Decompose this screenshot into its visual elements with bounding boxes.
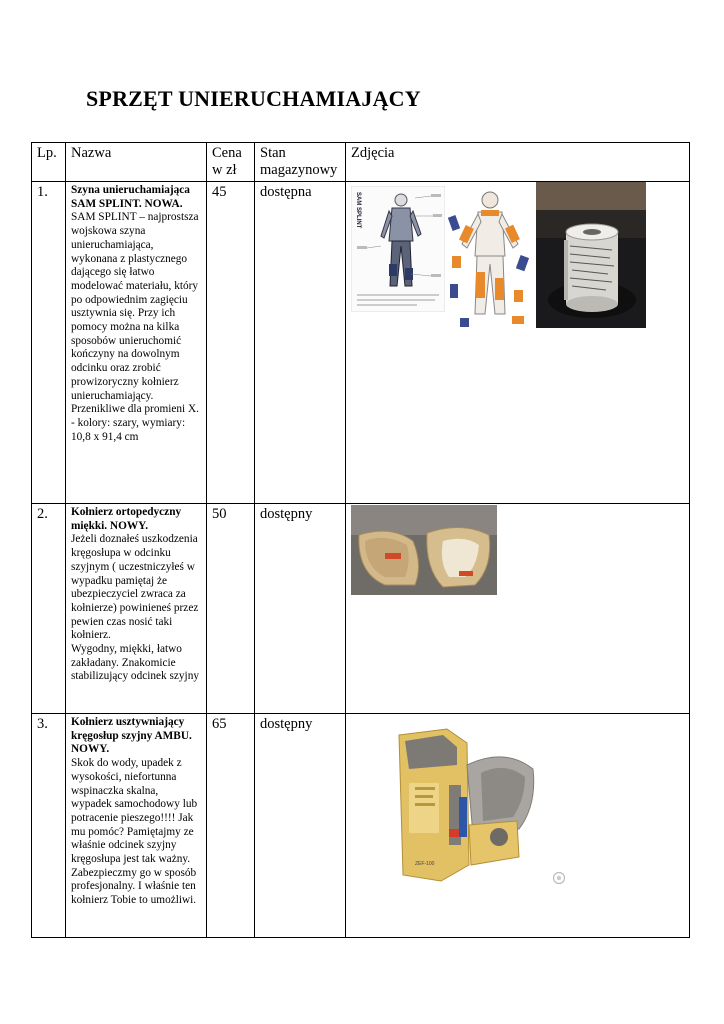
header-name: Nazwa bbox=[66, 143, 207, 182]
row-number: 2. bbox=[32, 504, 66, 714]
item-photos bbox=[346, 714, 690, 938]
header-price: Cena w zł bbox=[207, 143, 255, 182]
row-number: 1. bbox=[32, 182, 66, 504]
item-price: 45 bbox=[207, 182, 255, 504]
sam-splint-figure-photo bbox=[448, 186, 532, 330]
table-header-row bbox=[32, 143, 690, 182]
header-lp: Lp. bbox=[32, 143, 66, 182]
watermark-icon bbox=[552, 870, 566, 886]
header-photos: Zdjęcia bbox=[346, 143, 690, 182]
item-description bbox=[66, 504, 207, 714]
item-price: 65 bbox=[207, 714, 255, 938]
ambu-collar-photo bbox=[387, 725, 541, 890]
equipment-table bbox=[31, 142, 690, 938]
row-number: 3. bbox=[32, 714, 66, 938]
item-photos bbox=[346, 182, 690, 504]
item-stock: dostępna bbox=[255, 182, 346, 504]
table-row bbox=[32, 182, 690, 504]
table-row bbox=[32, 504, 690, 714]
item-price: 50 bbox=[207, 504, 255, 714]
item-details: Skok do wody, upadek z wysokości, niefortunna wspinaczka skalna, wypadek samochodowy lub potracenie pieszego!!!! Jak mu pomóc? Pamiętajmy ze właśnie odcinek szyjny kręgosłupa jest tak ważny. Zabezpieczmy go w sposób profesjonalny. I właśnie ten kołnierz Tobie to umożliwi. bbox=[71, 757, 198, 907]
item-stock: dostępny bbox=[255, 714, 346, 938]
item-details: Jeżeli doznałeś uszkodzenia kręgosłupa w odcinku szyjnym ( uczestniczyłeś w wypadku pamiętaj że ubezpieczyciel zwraca za kołnierze) powinieneś przez pewien czas nosić taki kołnierz. Wygodny, miękki, łatwo zakładany. Znakomicie stabilizujący odcinek szyjny bbox=[71, 533, 199, 683]
item-details: SAM SPLINT – najprostsza wojskowa szyna unieruchamiająca, wykonana z plastycznego dającego się łatwo modelować materiału, który po odpowiednim zagięciu usztywnia się. Przy ich pomocy można na kilka sposobów unieruchomić kończyny na dowolnym odcinku oraz zrobić prowizoryczny kołnierz unieruchamiający. Przenikliwe dla promieni X. - kolory: szary, wymiary: 10,8 x 91,4 cm bbox=[71, 211, 200, 443]
ambu-model-text: ZEF-100 bbox=[415, 861, 435, 867]
header-stock: Stan magazynowy bbox=[255, 143, 346, 182]
sam-splint-roll-photo bbox=[536, 182, 646, 328]
page-title: SPRZĘT UNIERUCHAMIAJĄCY bbox=[86, 86, 421, 111]
sam-splint-text: SAM SPLINT bbox=[355, 192, 361, 229]
table-row bbox=[32, 714, 690, 938]
item-stock: dostępny bbox=[255, 504, 346, 714]
item-name: Kołnierz ortopedyczny miękki. NOWY. bbox=[71, 506, 182, 532]
item-photos bbox=[346, 504, 690, 714]
item-name: Kołnierz usztywniający kręgosłup szyjny AMBU. NOWY. bbox=[71, 716, 192, 756]
sam-splint-diagram-photo bbox=[351, 186, 445, 312]
item-description bbox=[66, 182, 207, 504]
item-name: Szyna unieruchamiająca SAM SPLINT. NOWA. bbox=[71, 184, 190, 210]
soft-collar-photo bbox=[351, 505, 497, 595]
item-description bbox=[66, 714, 207, 938]
